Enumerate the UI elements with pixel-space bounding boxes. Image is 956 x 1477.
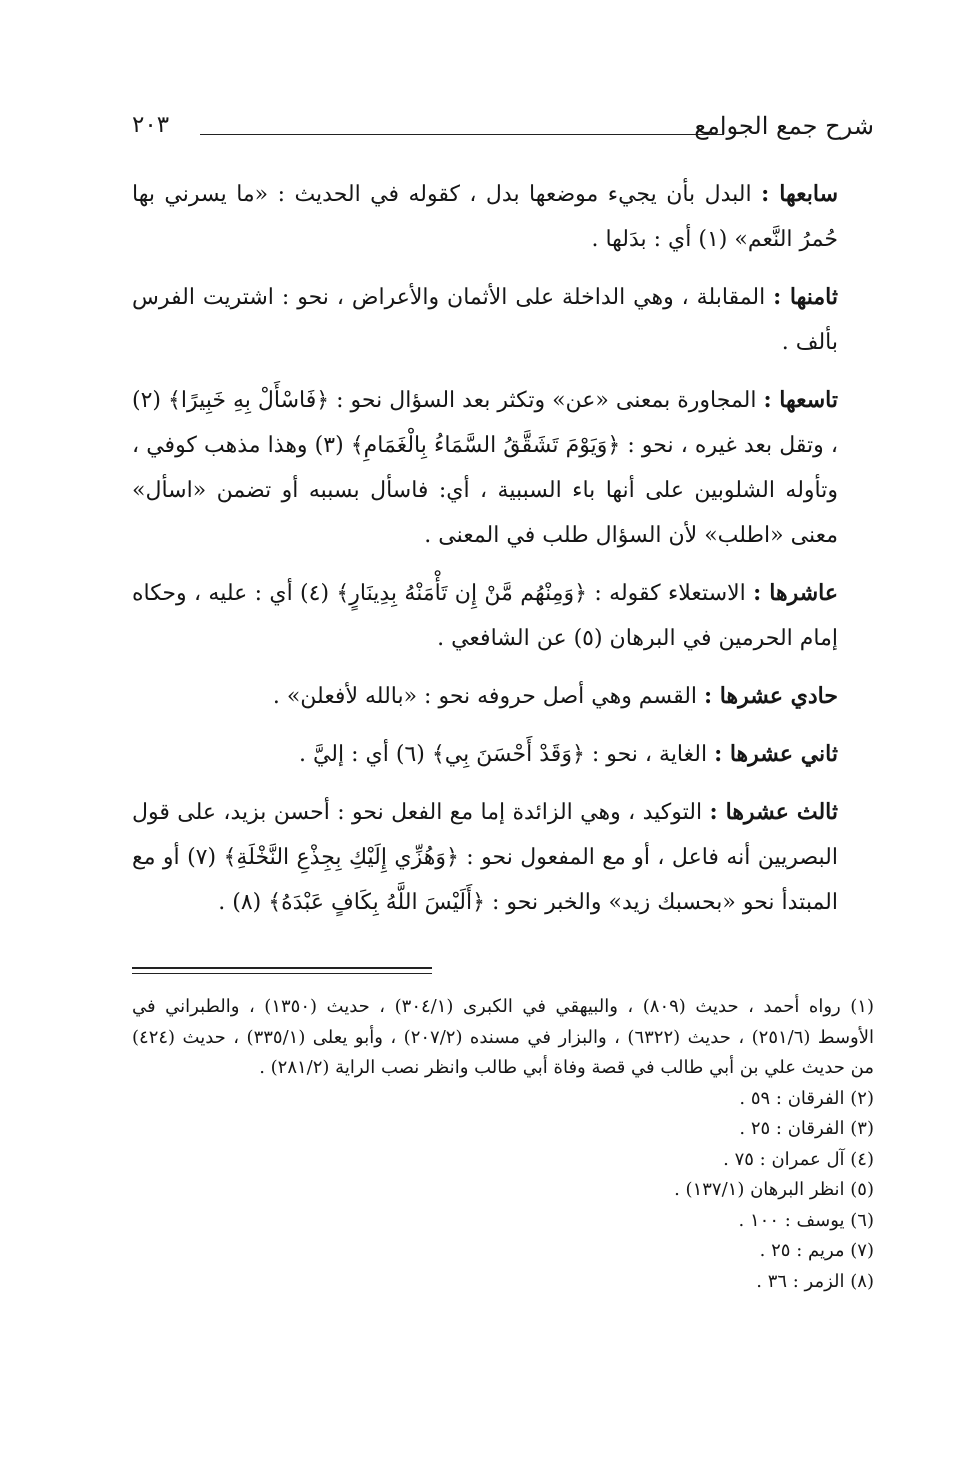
paragraph-ninth xyxy=(132,378,874,558)
paragraph-text: الاستعلاء كقوله : ﴿وَمِنْهُم مَّنْ إِن تَأْمَنْهُ بِدِينَارٍ﴾ (٤) أي : عليه ، وحكاه إمام الحرمين في البرهان (٥) عن الشافعي . xyxy=(132,581,838,651)
paragraph-seventh xyxy=(132,172,874,262)
paragraph-text: التوكيد ، وهي الزائدة إما مع الفعل نحو : أحسن بزيد، على قول البصريين أنه فاعل ، أو مع المفعول نحو : ﴿وَهُزِّي إِلَيْكِ بِجِذْعِ النَّخْلَةِ﴾ (٧) أو مع المبتدأ نحو «بحسبك زيد» والخبر نحو : ﴿أَلَيْسَ اللَّهُ بِكَافٍ عَبْدَهُ﴾ (٨) . xyxy=(132,800,838,915)
main-text xyxy=(132,172,874,938)
paragraph-label: ثامنها : xyxy=(773,284,838,310)
paragraph-text: البدل بأن يجيء موضعها بدل ، كقوله في الحديث : «ما يسرني بها حُمرُ النَّعم» (١) أي : بدَلها . xyxy=(132,182,838,252)
paragraph-thirteenth xyxy=(132,790,874,925)
footnote-separator-thin xyxy=(132,973,432,974)
paragraph-label: حادي عشرها : xyxy=(704,683,838,709)
paragraph-text: المجاورة بمعنى «عن» وتكثر بعد السؤال نحو : ﴿فَاسْأَلْ بِهِ خَبِيرًا﴾ (٢) ، وتقل بعد غيره ، نحو : ﴿وَيَوْمَ تَشَقَّقُ السَّمَاءُ بِالْغَمَامِ﴾ (٣) وهذا مذهب كوفي ، وتأوله الشلوبين على أنها باء السببية ، أي: فاسأل بسببه أو تضمن «اسأل» معنى «اطلب» لأن السؤال طلب في المعنى . xyxy=(132,388,838,548)
paragraph-eleventh xyxy=(132,674,874,719)
paragraph-label: ثالث عشرها : xyxy=(709,799,839,825)
running-title: شرح جمع الجوامع xyxy=(694,112,874,140)
paragraph-label: ثاني عشرها : xyxy=(714,741,838,767)
running-header xyxy=(132,112,874,152)
paragraph-text: الغاية ، نحو : ﴿وَقَدْ أَحْسَنَ بِي﴾ (٦) أي : إليَّ . xyxy=(298,742,708,767)
paragraph-label: تاسعها : xyxy=(763,387,838,413)
footnote: (١) رواه أحمد ، حديث (٨٠٩) ، والبيهقي في الكبرى (٣٠٤/١) ، حديث (١٣٥٠) ، والطبراني في الأوسط (٢٥١/٦) ، حديث (٦٣٢٢) ، والبزار في مسنده (٢٠٧/٢) ، وأبو يعلى (٣٣٥/١) ، حديث (٤٢٤) من حديث علي بن أبي طالب في قصة وفاة أبي طالب وانظر نصب الراية (٢٨١/٢) . xyxy=(132,996,875,1078)
footnote: (٤) آل عمران : ٧٥ . xyxy=(723,1148,874,1170)
footnote-separator xyxy=(132,967,432,969)
footnote: (٢) الفرقان : ٥٩ . xyxy=(739,1087,874,1109)
footnotes xyxy=(132,992,874,1297)
paragraph-label: سابعها : xyxy=(761,181,839,207)
footnote: (٦) يوسف : ١٠٠ . xyxy=(738,1209,874,1231)
paragraph-text: المقابلة ، وهي الداخلة على الأثمان والأعراض ، نحو : اشتريت الفرس بألف . xyxy=(132,285,838,355)
paragraph-twelfth xyxy=(132,732,874,777)
header-rule xyxy=(200,134,724,135)
footnote: (٥) انظر البرهان (١٣٧/١) . xyxy=(674,1179,874,1200)
paragraph-label: عاشرها : xyxy=(753,580,838,606)
paragraph-eighth xyxy=(132,275,874,365)
footnote: (٨) الزمر : ٣٦ . xyxy=(756,1270,874,1292)
page-number: ٢٠٣ xyxy=(132,112,170,138)
footnote: (٧) مريم : ٢٥ . xyxy=(759,1240,874,1261)
paragraph-text: القسم وهي أصل حروفه نحو : «بالله لأفعلن» . xyxy=(272,684,698,709)
footnote: (٣) الفرقان : ٢٥ . xyxy=(739,1118,874,1139)
paragraph-tenth xyxy=(132,571,874,661)
